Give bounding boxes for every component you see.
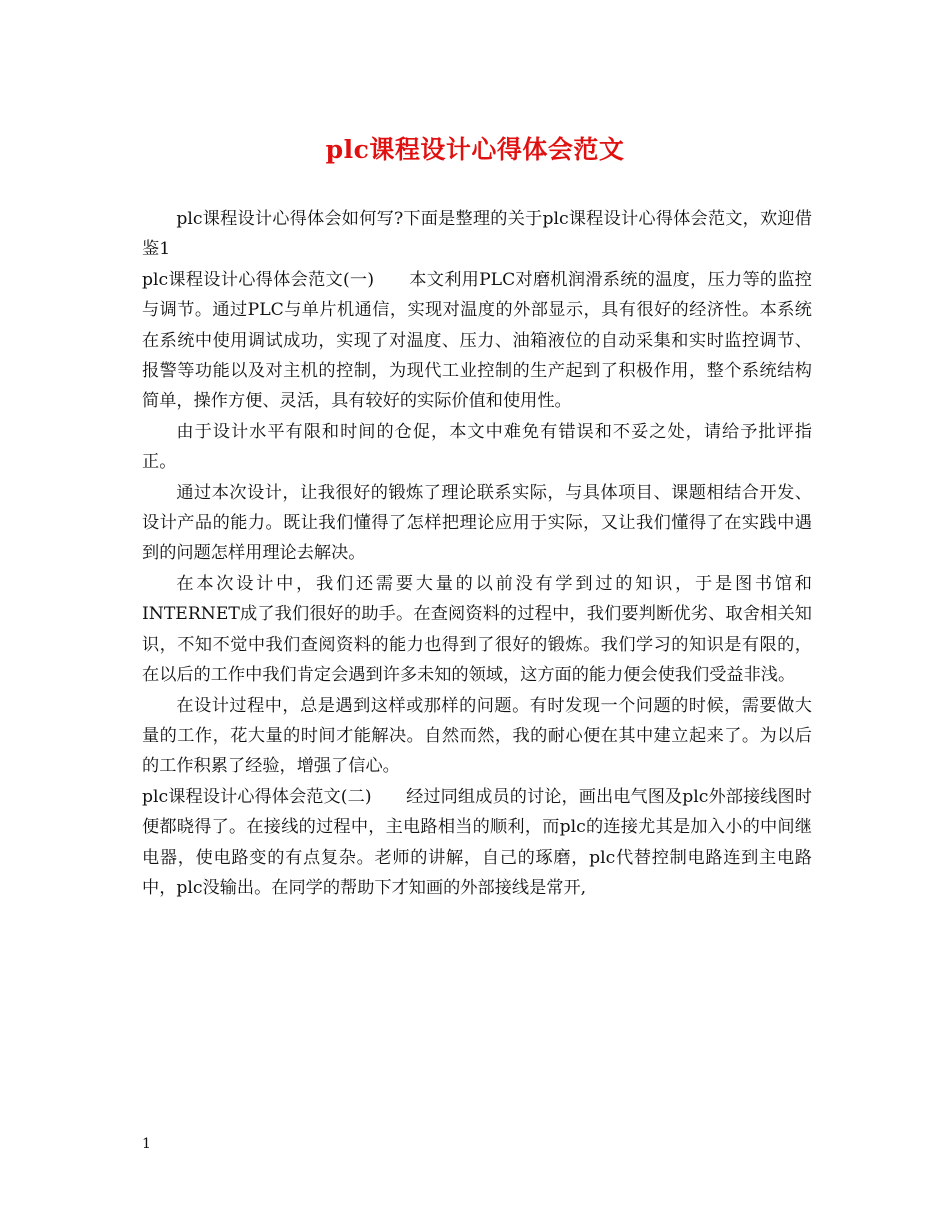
document-title: plc课程设计心得体会范文 bbox=[325, 135, 625, 164]
paragraph-intro: plc课程设计心得体会如何写?下面是整理的关于plc课程设计心得体会范文，欢迎借鉴1 bbox=[142, 209, 812, 260]
paragraph-problems: 在设计过程中，总是遇到这样或那样的问题。有时发现一个问题的时候，需要做大量的工作，花大量的时间才能解决。自然而然，我的耐心便在其中建立起来了。为以后的工作积累了经验，增强了信心。 bbox=[142, 695, 812, 777]
paragraph-apology: 由于设计水平有限和时间的仓促，本文中难免有错误和不妥之处，请给予批评指正。 bbox=[142, 421, 812, 473]
paragraph-practice: 通过本次设计，让我很好的锻炼了理论联系实际，与具体项目、课题相结合开发、设计产品的能力。既让我们懂得了怎样把理论应用于实际，又让我们懂得了在实践中遇到的问题怎样用理论去解决。 bbox=[142, 482, 812, 564]
paragraph-knowledge: 在本次设计中，我们还需要大量的以前没有学到过的知识，于是图书馆和INTERNET成了我们很好的助手。在查阅资料的过程中，我们要判断优劣、取舍相关知识，不知不觉中我们查阅资料的能力也得到了很好的锻炼。我们学习的知识是有限的，在以后的工作中我们肯定会遇到许多未知的领域，这方面的能力便会使我们受益非浅。 bbox=[142, 573, 812, 686]
paragraph-section-two: plc课程设计心得体会范文(二) 经过同组成员的讨论，画出电气图及plc外部接线图时便都晓得了。在接线的过程中，主电路相当的顺利，而plc的连接尤其是加入小的中间继电器，使电路变的有点复杂。老师的讲解，自己的琢磨，plc代替控制电路连到主电路中，plc没输出。在同学的帮助下才知画的外部接线是常开, bbox=[142, 786, 812, 898]
page-number: 1 bbox=[142, 1136, 151, 1152]
document-body bbox=[142, 204, 812, 903]
paragraph-section-one: plc课程设计心得体会范文(一) 本文利用PLC对磨机润滑系统的温度，压力等的监控与调节。通过PLC与单片机通信，实现对温度的外部显示，具有很好的经济性。本系统在系统中使用调试成功，实现了对温度、压力、油箱液位的自动采集和实时监控调节、报警等功能以及对主机的控制，为现代工业控制的生产起到了积极作用，整个系统结构简单，操作方便、灵活，具有较好的实际价值和使用性。 bbox=[142, 269, 812, 412]
